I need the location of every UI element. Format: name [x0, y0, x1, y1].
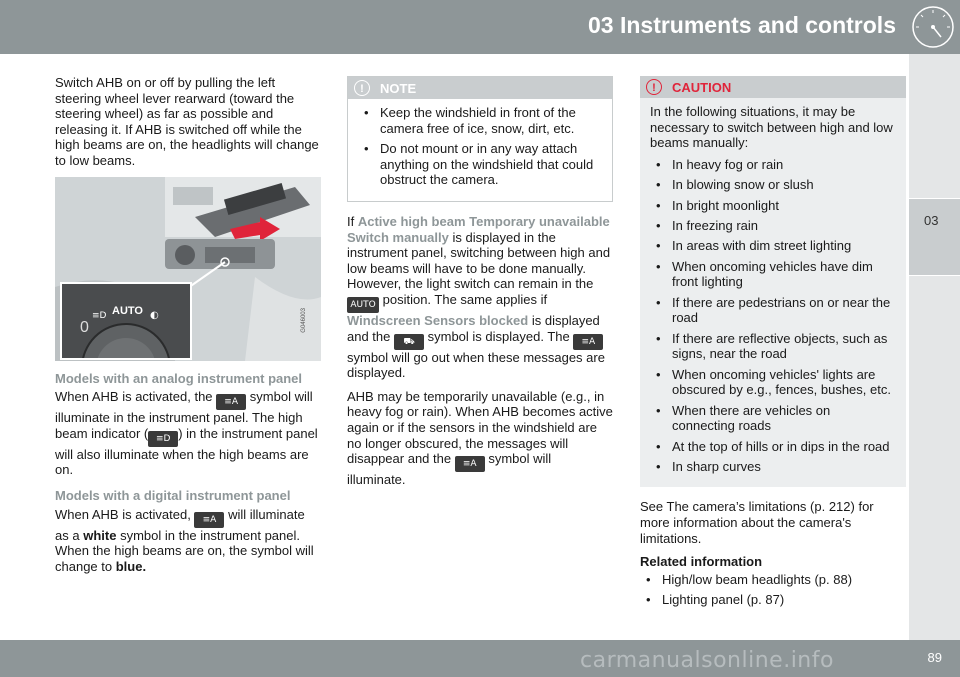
related-link[interactable]: • Lighting panel (p. 87) — [640, 592, 906, 608]
message-text: Windscreen Sensors blocked — [347, 312, 529, 328]
auto-high-beam-symbol: ≡A — [573, 334, 603, 350]
digital-heading: Models with a digital instrument panel — [55, 487, 291, 503]
unavailable-paragraph: If Active high beam Temporary unavailable Switch manually is displayed in the instrument panel, switching between high and low beams will have to be done manually. However, the light switch can remain in the AUTO position. The same applies if Windscreen Sensors blocked is displayed and the ⛟ symbol is displayed. The ≡A symbol will go out when these messages are displayed. — [347, 213, 611, 381]
analog-heading: Models with an analog instrument panel — [55, 370, 303, 386]
note-header — [348, 77, 612, 99]
auto-high-beam-symbol: ≡A — [455, 456, 485, 472]
note-box — [347, 76, 613, 202]
lighting-panel-inset — [60, 282, 192, 360]
page-header — [0, 0, 960, 54]
auto-high-beam-symbol: ≡A — [194, 512, 224, 528]
list-item: • In areas with dim street lighting — [650, 238, 896, 254]
list-item: • In blowing snow or slush — [650, 177, 896, 193]
exclamation-icon: ! — [354, 80, 370, 96]
list-item: • At the top of hills or in dips in the road — [650, 439, 896, 455]
list-item: • In bright moonlight — [650, 198, 896, 214]
see-also-paragraph[interactable]: See The camera’s limitations (p. 212) for more information about the camera's limitations. — [640, 499, 874, 546]
svg-text:◐: ◐ — [150, 309, 159, 321]
off-position-label: 0 — [80, 318, 89, 336]
lever-figure — [55, 177, 321, 361]
page-number: 89 — [927, 650, 942, 665]
column-1 — [55, 75, 321, 582]
sensor-blocked-icon: ⛟ — [394, 334, 424, 350]
caution-header — [640, 76, 906, 98]
list-item: • In sharp curves — [650, 459, 896, 475]
related-list — [640, 572, 906, 608]
list-item: • When oncoming vehicles' lights are obscured by e.g., fences, bushes, etc. — [650, 367, 896, 398]
list-item: • When oncoming vehicles have dim front lighting — [650, 259, 896, 290]
intro-paragraph: Switch AHB on or off by pulling the left steering wheel lever rearward (toward the steering wheel) as far as possible and releasing it. If AHB is switched off while the high beams are on, the headlights will change to low beams. — [55, 75, 319, 168]
caution-box — [640, 76, 906, 487]
auto-position-symbol: AUTO — [347, 297, 379, 313]
auto-label: AUTO — [112, 304, 143, 317]
caution-list — [650, 157, 896, 475]
high-beam-indicator-icon: ≡D — [148, 431, 178, 447]
related-link[interactable]: • High/low beam headlights (p. 88) — [640, 572, 906, 588]
list-item: • If there are pedestrians on or near the road — [650, 295, 896, 326]
digital-paragraph: When AHB is activated, ≡A will illuminate as a white symbol in the instrument panel. When the high beams are on, the symbol will change to blue. — [55, 506, 314, 574]
chapter-tab-03[interactable]: 03 — [909, 198, 960, 276]
temporarily-unavailable-paragraph: AHB may be temporarily unavailable (e.g., in heavy fog or rain). When AHB becomes active again or if the sensors in the windshield are no longer obscured, the messages will disappear and the ≡A symbol will illuminate. — [347, 388, 613, 488]
chapter-title: 03 Instruments and controls — [587, 12, 896, 38]
list-item: • In heavy fog or rain — [650, 157, 896, 173]
related-heading: Related information — [640, 554, 763, 570]
analog-paragraph: When AHB is activated, the ≡A symbol will illuminate in the instrument panel. The high beam indicator ( ≡D ) in the instrument panel will also illuminate when the high beams are on. — [55, 389, 318, 478]
watermark: carmanualsonline.info — [580, 648, 834, 673]
list-item: • If there are reflective objects, such as signs, near the road — [650, 331, 896, 362]
figure-code: G046003 — [301, 307, 308, 333]
list-item: • Do not mount or in any way attach anything on the windshield that could obstruct the camera. — [358, 141, 602, 188]
svg-text:≡D: ≡D — [92, 310, 107, 321]
exclamation-icon: ! — [646, 79, 662, 95]
message-text: Active high beam Temporary unavailable Switch manually — [347, 213, 610, 245]
list-item: • When there are vehicles on connecting roads — [650, 403, 896, 434]
auto-high-beam-symbol: ≡A — [216, 394, 246, 410]
column-3 — [640, 76, 906, 613]
chapter-side-tab — [909, 54, 960, 640]
note-label: NOTE — [380, 81, 417, 96]
caution-label: CAUTION — [672, 80, 732, 95]
list-item: • Keep the windshield in front of the camera free of ice, snow, dirt, etc. — [358, 105, 602, 136]
note-list — [358, 105, 602, 188]
gauge-icon — [908, 2, 958, 52]
list-item: • In freezing rain — [650, 218, 896, 234]
caution-intro: In the following situations, it may be necessary to switch between high and low beams manually: — [650, 104, 893, 151]
column-2 — [347, 76, 613, 496]
